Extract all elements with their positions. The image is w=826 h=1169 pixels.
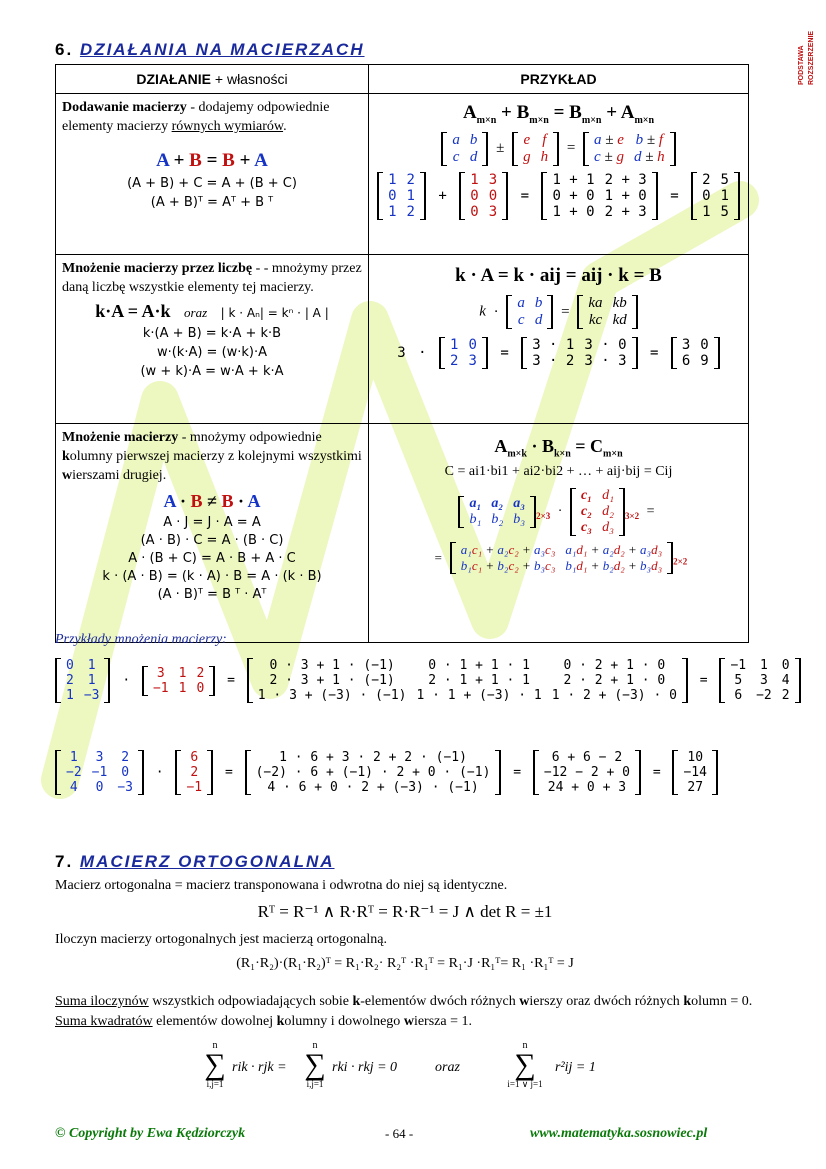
matrix-cell: 1	[470, 171, 479, 188]
add-ex-formula: $A_{m\times n} + B_{m\times n} = B_{m\times n} + A_{m\times n}$	[462, 102, 655, 126]
matrix-cell: 6	[681, 353, 691, 369]
matrix-cell: 1	[388, 203, 397, 220]
matrix-cell: 3 · 3	[584, 353, 627, 369]
ortho-sum-formulas: n ∑ i,j=1 rik · rjk = n ∑ i,j=1 rki · rkj = 0 oraz n ∑ i=1 ∨ j=1 r²ij = 1	[204, 1040, 596, 1089]
matrix-cell: 2 · 2 + 1 · 0	[563, 673, 666, 688]
matrix-cell: 3	[156, 665, 165, 681]
matrix-cell: 6 + 6 − 2	[551, 750, 623, 765]
matrix-cell: 6	[734, 688, 743, 703]
matrix-cell: 3	[95, 750, 104, 765]
matrix-cell: 1 · 3 + (−3) · (−1)	[257, 688, 407, 703]
matrix-cell: 0	[388, 187, 397, 204]
matrix-cell: 2 + 3	[604, 203, 647, 220]
matrix-cell: 3	[488, 203, 498, 220]
matrix-cell: kd	[612, 312, 627, 328]
section6-title: 6. DZIAŁANIA NA MACIERZACH	[55, 40, 365, 59]
matrix-cell: 3 · 2	[532, 353, 575, 369]
matrix-cell: 1	[178, 665, 187, 681]
matrix-cell: 2	[190, 765, 199, 780]
add-description: Dodawanie macierzy - dodajemy odpowiednie elementy macierzy równych wymiarów. A + B = B + A (A + B) + C = A + (B + C) (A + B)ᵀ = Aᵀ + B ᵀ	[56, 94, 369, 255]
add-example	[369, 94, 749, 255]
ortho-line2: Iloczyn macierzy ortogonalnych jest macierzą ortogonalną.	[55, 932, 387, 947]
matrix-cell: 2 + 3	[604, 171, 647, 188]
matrix-cell: 2	[450, 353, 459, 369]
side-label: PODSTAWA ROZSZERZENIE	[798, 30, 815, 85]
matrix-cell: 0	[702, 187, 711, 204]
example2: 1 3 2 −2 −1 0 4 0 −3 · 6 2 −1 = 1 · 6 + 3 · 2 + 2 · (−1) (−2) · 6 + (−1) · 2 + 0 · (−1) 4 · 6 + 0 · 2 + (−3) · (−1) = 6 + 6 − 2 −12 − 2 + 0 24 + 0 + 3 = 10 −14 27	[55, 750, 718, 795]
footer-copyright: © Copyright by Ewa Kędziorczyk	[55, 1126, 246, 1141]
example1: 0 1 2 1 1 −3 · 3 1 2 −1 1 0 = 0 · 3 + 1 · (−1) 0 · 1 + 1 · 1 0 · 2 + 1 · 0 2 · 3 + 1 · (−1) 2 · 1 + 1 · 1 2 · 2 + 1 · 0 1 · 3 + (−3) · (−1) 1 · 1 + (−3) · 1 1 · 2 + (−3) · 0 = −1 1 0 5 3 4 6 −2 2	[55, 658, 801, 703]
matrix-cell: 4	[781, 673, 790, 688]
mult-example: $A_{m\times k} \cdot B_{k\times n} = C_{m\times n}$ C = ai1·bi1 + ai2·bi2 + … + aij·bij = Cij a₁ a₂ a₃ b₁ b₂ b₃ $_{2\times 3}$ · c₁ d₁ c₂ d₂ c₃ d₃ $_{3\times 2}$ = = a₁c₁ + a₂c₂ + a₃c₃ a₁d₁ + a₂d₂ + a₃d₃ b₁c₁ + b₂c₂ + b₃c₃ b₁d₁ + b₂d₂ + b₃d₃ $_{2\times 2}$	[369, 424, 749, 643]
matrix-cell: 1	[388, 171, 397, 188]
matrix-cell: 27	[687, 780, 704, 795]
matrix-cell: −14	[683, 765, 707, 780]
col1-header: DZIAŁANIE + własności	[56, 65, 369, 94]
matrix-cell: 1	[406, 187, 415, 204]
matrix-cell: 1	[178, 680, 187, 696]
section7-title: 7. MACIERZ ORTOGONALNA	[55, 852, 335, 871]
matrix-cell: −3	[83, 688, 100, 703]
matrix-cell: 6	[190, 750, 199, 765]
add-numeric: 1 2 0 1 1 2 + 1 3 0 0 0 3 = 1 + 1 2 + 3 0 + 0 1 + 0 1 + 0 2 + 3 = 2 5 0 1 1 5	[375, 172, 742, 220]
ortho-line1: Macierz ortogonalna = macierz transponowana i odwrotna do niej są identyczne.	[55, 878, 508, 893]
matrix-cell: 4 · 6 + 0 · 2 + (−3) · (−1)	[267, 780, 479, 795]
mult-ex-formula: $A_{m\times k} \cdot B_{k\times n} = C_{m\times n}$	[494, 436, 623, 460]
matrix-cell: −2	[756, 688, 772, 703]
matrix-cell: 0	[121, 765, 130, 780]
mult-description: Mnożenie macierzy - mnożymy odpowiednie kolumny pierwszej macierzy z kolejnymi wszystkimi wierszami drugiej. A · B ≠ B · A A · J = J · A = A (A · B) · C = A · (B · C) A · (B + C) = A · B + A · C k · (A · B) = (k · A) · B = A · (k · B) (A · B)ᵀ = B ᵀ · Aᵀ	[56, 424, 369, 643]
ortho-paragraph: Suma iloczynów wszystkich odpowiadających sobie k-elementów dwóch różnych wierszy oraz dwóch różnych kolumn = 0. Suma kwadratów elementów dowolnej kolumny i dowolnego wiersza = 1.	[55, 994, 753, 1029]
footer-url: www.matematyka.sosnowiec.pl	[530, 1126, 708, 1141]
matrix-cell: 2	[121, 750, 130, 765]
matrix-cell: 1	[760, 658, 768, 673]
col2-header: PRZYKŁAD	[369, 65, 749, 94]
matrix-cell: 2	[781, 688, 790, 703]
matrix-cell: 1 · 2 + (−3) · 0	[551, 688, 677, 703]
matrix-cell: 3	[468, 353, 477, 369]
matrix-cell: 2	[406, 171, 415, 188]
matrix-cell: 1 + 0	[604, 187, 647, 204]
mult-result: = a₁c₁ + a₂c₂ + a₃c₃ a₁d₁ + a₂d₂ + a₃d₃ b₁c₁ + b₂c₂ + b₃c₃ b₁d₁ + b₂d₂ + b₃d₃ $_{2\times 2}$	[433, 541, 688, 573]
mult-main-formula: A · B ≠ B · A	[163, 491, 261, 511]
matrix-cell: 5	[720, 203, 729, 220]
matrix-cell: 0 · 2 + 1 · 0	[563, 658, 666, 673]
scalar-example: k · A = k · aij = aij · k = B k · a b c d = ka kb kc kd 3 · 1 0 2 3 = 3 · 1 3 · 0 3 · 2 3 · 3 = 3 0 6 9	[369, 255, 749, 424]
add-symbolic: a b c d ± e f g h = a ± e b ± f c ± g d ± h	[375, 132, 742, 166]
matrix-cell: 3	[681, 337, 691, 353]
matrix-cell: kb	[612, 295, 627, 311]
add-m2	[459, 172, 508, 220]
add-m1	[377, 172, 426, 220]
matrix-cell: 0	[488, 187, 498, 204]
ortho-formula2: (R₁·R₂)·(R₁·R₂)ᵀ = R₁·R₂· R₂ᵀ ·R₁ᵀ = R₁·J ·R₁ᵀ= R₁ ·R₁ᵀ = J	[236, 956, 574, 971]
matrix-cell: 0 · 1 + 1 · 1	[428, 658, 530, 673]
matrix-cell: −1	[730, 658, 747, 673]
matrix-cell: 0 · 3 + 1 · (−1)	[269, 658, 395, 673]
matrix-cell: 10	[687, 750, 704, 765]
matrix-cell: ka	[588, 295, 603, 311]
matrix-cell: 2 · 1 + 1 · 1	[428, 673, 530, 688]
matrix-cell: 0	[66, 658, 74, 673]
scalar-main-formula: k·A = A·k oraz | k · Aₙ| = kⁿ · | A |	[95, 301, 329, 321]
matrix-cell: 9	[700, 353, 709, 369]
scalar-description: Mnożenie macierzy przez liczbę - - mnożymy przez daną liczbę wszystkie elementy tej macierzy. k·A = A·k oraz | k · Aₙ| = kⁿ · | A | k·(A + B) = k·A + k·B w·(k·A) = (w·k)·A (w + k)·A = w·A + k·A	[56, 255, 369, 424]
matrix-cell: 2	[196, 665, 205, 681]
matrix-cell: 0	[95, 780, 104, 795]
matrix-cell: 0	[470, 187, 479, 204]
matrix-cell: 0	[468, 337, 477, 353]
matrix-cell: 3	[760, 673, 768, 688]
matrix-cell: −3	[117, 780, 133, 795]
matrix-cell: 3 · 1	[532, 337, 575, 353]
matrix-cell: 0	[781, 658, 790, 673]
matrix-cell: −1	[91, 765, 108, 780]
matrix-cell: −1	[152, 680, 169, 696]
operations-table	[55, 64, 749, 643]
scalar-numeric: 3 · 1 0 2 3 = 3 · 1 3 · 0 3 · 2 3 · 3 = 3 0 6 9	[375, 337, 742, 369]
matrix-cell: 0	[470, 203, 479, 220]
matrix-cell: 5	[734, 673, 743, 688]
matrix-cell: 3 · 0	[584, 337, 627, 353]
matrix-cell: −2	[66, 765, 82, 780]
footer-page: - 64 -	[385, 1126, 414, 1141]
matrix-cell: 1	[66, 688, 74, 703]
matrix-cell: 0	[700, 337, 709, 353]
matrix-cell: 1	[69, 750, 78, 765]
matrix-cell: 1	[450, 337, 459, 353]
matrix-cell: kc	[588, 312, 603, 328]
scalar-symbolic: k · a b c d = ka kb kc kd	[375, 295, 742, 329]
matrix-cell: 1 + 1	[552, 171, 595, 188]
matrix-cell: 1	[720, 187, 729, 204]
matrix-cell: 4	[69, 780, 78, 795]
matrix-cell: 2	[66, 673, 74, 688]
examples-label: Przykłady mnożenia macierzy:	[55, 632, 227, 647]
matrix-cell: 0	[196, 680, 205, 696]
matrix-cell: 2 · 3 + 1 · (−1)	[269, 673, 395, 688]
matrix-cell: 1 + 0	[552, 203, 595, 220]
add-m3	[541, 172, 657, 220]
matrix-cell: 1 · 1 + (−3) · 1	[416, 688, 542, 703]
ortho-formula1: Rᵀ = R⁻¹ ∧ R·Rᵀ = R·R⁻¹ = J ∧ det R = ±1	[257, 902, 553, 921]
matrix-cell: (−2) · 6 + (−1) · 2 + 0 · (−1)	[255, 765, 491, 780]
matrix-cell: −12 − 2 + 0	[543, 765, 630, 780]
matrix-cell: 1 · 6 + 3 · 2 + 2 · (−1)	[279, 750, 467, 765]
matrix-cell: −1	[186, 780, 203, 795]
matrix-cell: 3	[488, 171, 498, 188]
matrix-cell: 24 + 0 + 3	[547, 780, 627, 795]
matrix-cell: 2	[406, 203, 415, 220]
matrix-cell: 1	[87, 658, 96, 673]
matrix-cell: 1	[702, 203, 711, 220]
add-main-formula: A + B = B + A	[156, 150, 268, 171]
mult-symbolic: a₁ a₂ a₃ b₁ b₂ b₃ $_{2\times 3}$ · c₁ d₁ c₂ d₂ c₃ d₃ $_{3\times 2}$ =	[375, 488, 742, 536]
add-m4	[691, 172, 740, 220]
matrix-cell: 2	[702, 171, 711, 188]
matrix-cell: 1	[87, 673, 96, 688]
matrix-cell: 5	[720, 171, 729, 188]
matrix-cell: 0 + 0	[552, 187, 595, 204]
